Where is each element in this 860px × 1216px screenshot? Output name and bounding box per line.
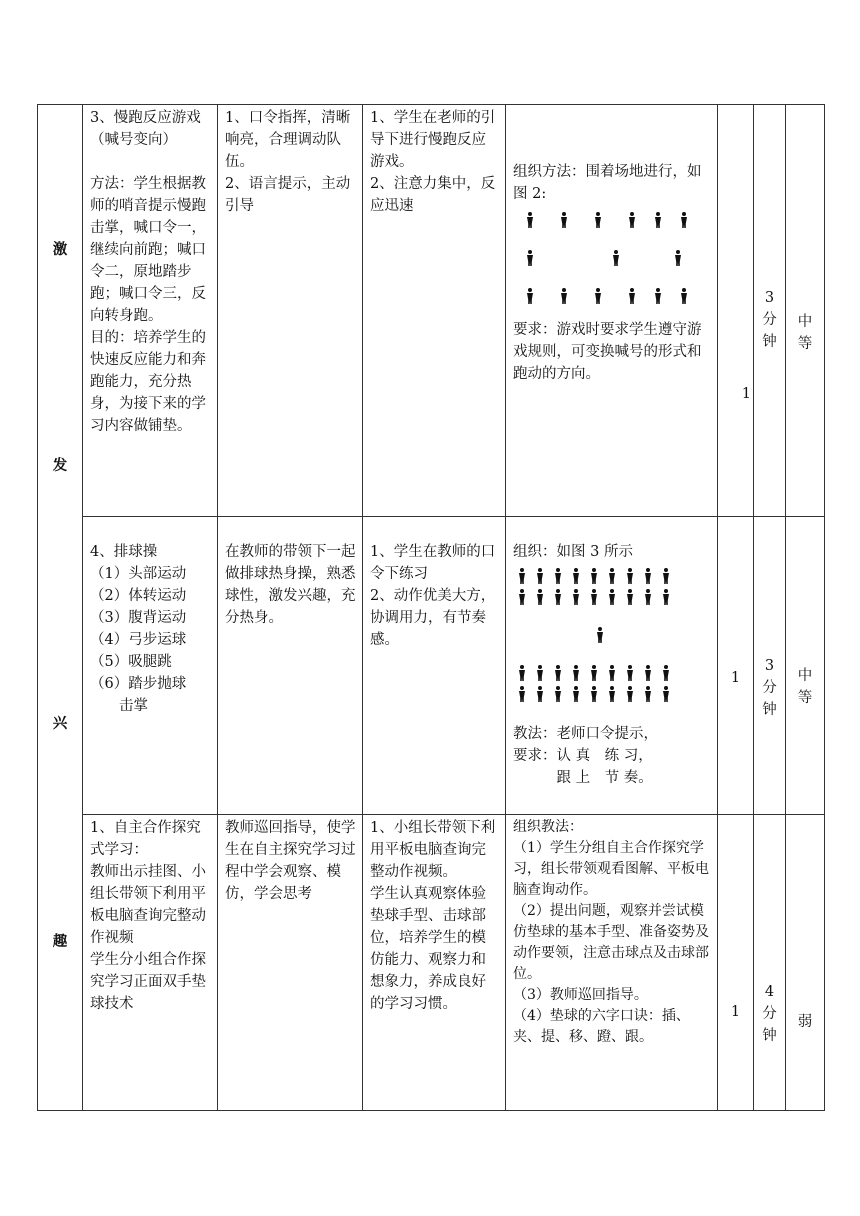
student-cell	[363, 815, 506, 1111]
student-figure-icon	[558, 212, 570, 228]
student-figure-icon	[588, 589, 600, 605]
teacher-text: 1、口令指挥，清晰响亮，合理调动队伍。 2、语言提示，主动引导	[225, 110, 351, 214]
student-figure-icon	[606, 665, 618, 681]
count-text: 1	[741, 386, 751, 402]
formation-figure-2	[506, 211, 717, 305]
content-text: 4、排球操 （1）头部运动 （2）体转运动 （3）腹背运动 （4）弓步运球 （5）吸腿跳 （6）踏步抛球 击掌	[90, 544, 187, 714]
student-text: 1、学生在老师的引导下进行慢跑反应游戏。 2、注意力集中，反应迅速	[370, 110, 496, 214]
content-text: 3、慢跑反应游戏（喊号变向） 方法：学生根据教师的哨音提示慢跑击掌，喊口令一，继续向前跑；喊口令二，原地踏步跑；喊口令三，反向转身跑。 目的：培养学生的快速反应能力和奔跑能力，充分热身，为接下来的学习内容做铺垫。	[90, 110, 206, 434]
student-figure-icon	[624, 568, 636, 584]
student-figure-icon	[516, 568, 528, 584]
teacher-cell	[218, 517, 363, 815]
student-figure-icon	[524, 288, 536, 304]
student-figure-icon	[552, 665, 564, 681]
student-cell	[363, 517, 506, 815]
time-cell	[754, 517, 786, 815]
content-text: 1、自主合作探究式学习： 教师出示挂图、小组长带领下利用平板电脑查询完整动作视频 学生分小组合作探究学习正面双手垫球技术	[90, 820, 206, 1012]
organization-cell	[506, 517, 718, 815]
student-figure-icon	[570, 568, 582, 584]
time-text: 3 分 钟	[762, 290, 777, 350]
student-figure-icon	[624, 665, 636, 681]
student-figure-icon	[652, 288, 664, 304]
org-requirement-text: 教法：老师口令提示， 要求：认 真 练 习， 跟 上 节 奏。	[513, 726, 658, 786]
section-char: 发	[52, 457, 68, 474]
content-cell	[83, 815, 218, 1111]
count-cell	[718, 815, 754, 1111]
student-text: 1、学生在教师的口令下练习 2、动作优美大方，协调用力，有节奏感。	[370, 544, 496, 648]
section-char: 趣	[52, 933, 68, 950]
count-cell	[718, 105, 754, 517]
student-figure-icon	[516, 589, 528, 605]
student-figure-icon	[570, 589, 582, 605]
content-cell	[83, 105, 218, 517]
student-figure-icon	[524, 250, 536, 266]
org-text: 组织教法： （1）学生分组自主合作探究学习，组长带领观看图解、平板电脑查询动作。 （2）提出问题，观察并尝试模仿垫球的基本手型、准备姿势及动作要领，注意击球点及击球部位。 （3）教师巡回指导。 （4）垫球的六字口诀：插、夹、提、移、蹬、跟。	[513, 819, 709, 1045]
section-char: 兴	[52, 715, 68, 732]
teacher-cell	[218, 105, 363, 517]
student-figure-icon	[588, 686, 600, 702]
student-figure-icon	[626, 212, 638, 228]
teacher-cell	[218, 815, 363, 1111]
student-figure-icon	[660, 568, 672, 584]
student-figure-icon	[642, 686, 654, 702]
count-cell	[718, 517, 754, 815]
student-figure-icon	[534, 686, 546, 702]
student-cell	[363, 105, 506, 517]
student-figure-icon	[624, 686, 636, 702]
student-figure-icon	[606, 568, 618, 584]
student-figure-icon	[660, 686, 672, 702]
time-text: 3 分 钟	[762, 658, 777, 718]
org-text: 组织：如图 3 所示	[513, 544, 633, 560]
student-figure-icon	[570, 686, 582, 702]
student-figure-icon	[592, 288, 604, 304]
count-text: 1	[730, 1004, 741, 1020]
student-figure-icon	[534, 589, 546, 605]
student-figure-icon	[524, 212, 536, 228]
intensity-text: 中 等	[797, 314, 813, 352]
student-figure-icon	[642, 568, 654, 584]
student-figure-icon	[610, 250, 622, 266]
student-figure-icon	[534, 665, 546, 681]
student-figure-icon	[570, 665, 582, 681]
student-text: 1、小组长带领下利用平板电脑查询完整动作视频。 学生认真观察体验垫球手型、击球部位，培养学生的模仿能力、观察力和想象力，养成良好的学习习惯。	[370, 820, 496, 1012]
time-text: 4 分 钟	[762, 984, 777, 1044]
teacher-text: 在教师的带领下一起做排球热身操，熟悉球性，激发兴趣，充分热身。	[225, 544, 356, 626]
student-figure-icon	[642, 589, 654, 605]
student-figure-icon	[660, 589, 672, 605]
student-figure-icon	[592, 212, 604, 228]
student-figure-icon	[594, 627, 606, 643]
student-figure-icon	[624, 589, 636, 605]
intensity-text: 弱	[797, 1014, 813, 1030]
student-figure-icon	[552, 589, 564, 605]
time-cell	[754, 815, 786, 1111]
content-cell	[83, 517, 218, 815]
organization-cell	[506, 105, 718, 517]
student-figure-icon	[642, 665, 654, 681]
student-figure-icon	[606, 589, 618, 605]
intensity-cell	[786, 517, 825, 815]
student-figure-icon	[672, 250, 684, 266]
student-figure-icon	[534, 568, 546, 584]
student-figure-icon	[558, 288, 570, 304]
student-figure-icon	[626, 288, 638, 304]
student-figure-icon	[516, 686, 528, 702]
section-label	[38, 105, 83, 1111]
org-requirement-text: 要求：游戏时要求学生遵守游戏规则，可变换喊号的形式和跑动的方向。	[513, 322, 702, 382]
student-figure-icon	[660, 665, 672, 681]
time-cell	[754, 105, 786, 517]
intensity-cell	[786, 105, 825, 517]
lesson-plan-table	[37, 104, 825, 1111]
formation-figure-3	[506, 567, 717, 703]
student-figure-icon	[516, 665, 528, 681]
org-text: 组织方法：围着场地进行，如图 2:	[513, 164, 702, 202]
intensity-cell	[786, 815, 825, 1111]
student-figure-icon	[552, 568, 564, 584]
student-figure-icon	[588, 568, 600, 584]
student-figure-icon	[678, 212, 690, 228]
student-figure-icon	[652, 212, 664, 228]
student-figure-icon	[588, 665, 600, 681]
intensity-text: 中 等	[797, 668, 813, 706]
student-figure-icon	[552, 686, 564, 702]
count-text: 1	[730, 670, 741, 686]
teacher-text: 教师巡回指导，使学生在自主探究学习过程中学会观察、模仿，学会思考	[225, 820, 356, 902]
student-figure-icon	[606, 686, 618, 702]
student-figure-icon	[678, 288, 690, 304]
organization-cell	[506, 815, 718, 1111]
section-char: 激	[52, 241, 68, 258]
